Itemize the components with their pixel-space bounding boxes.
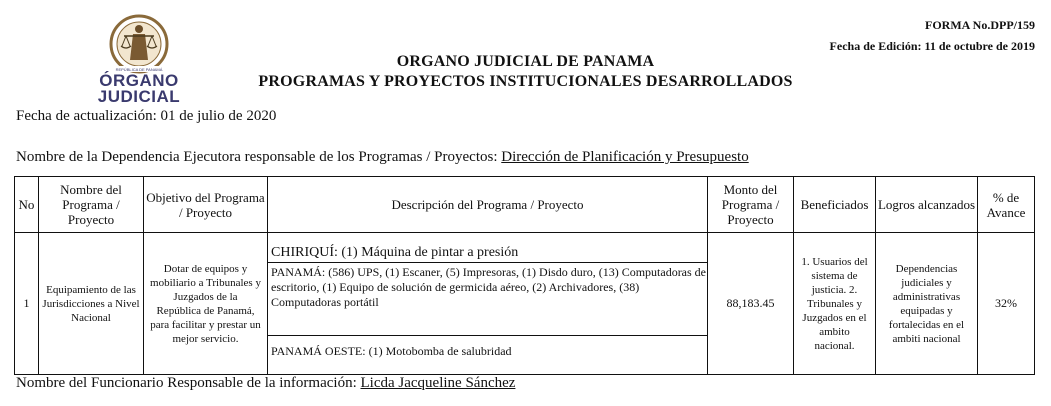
cell-descripcion <box>268 233 708 375</box>
header-logros: Logros alcanzados <box>876 177 978 233</box>
cell-avance: 32% <box>978 233 1035 375</box>
dependencia-value: Dirección de Planificación y Presupuesto <box>501 149 749 165</box>
cell-monto: 88,183.45 <box>708 233 794 375</box>
dependencia-line <box>16 149 749 166</box>
cell-objetivo: Dotar de equipos y mobiliario a Tribunales y Juzgados de la República de Panamá, para facilitar y prestar un mejor servicio. <box>144 233 268 375</box>
header-descripcion: Descripción del Programa / Proyecto <box>268 177 708 233</box>
dependencia-label: Nombre de la Dependencia Ejecutora responsable de los Programas / Proyectos: <box>16 149 502 165</box>
header-avance: % de Avance <box>978 177 1035 233</box>
descripcion-panama-oeste: PANAMÁ OESTE: (1) Motobomba de salubridad <box>271 344 512 358</box>
descripcion-chiriqui: CHIRIQUÍ: (1) Máquina de pintar a presión <box>268 233 707 263</box>
header-no: No <box>15 177 39 233</box>
programs-table <box>14 176 1035 375</box>
table-header-row <box>15 177 1035 233</box>
cell-logros: Dependencias judiciales y administrativas equipadas y fortalecidas en el ambiti nacional <box>876 233 978 375</box>
cell-beneficiados: 1. Usuarios del sistema de justicia. 2. Tribunales y Juzgados en el ambito nacional. <box>794 233 876 375</box>
logo-small-text: REPÚBLICA DE PANAMÁ <box>115 67 163 72</box>
header-monto: Monto del Programa / Proyecto <box>708 177 794 233</box>
cell-no: 1 <box>15 233 39 375</box>
cell-nombre: Equipamiento de las Jurisdicciones a Nivel Nacional <box>39 233 144 375</box>
fecha-actualizacion: Fecha de actualización: 01 de julio de 2020 <box>16 108 277 124</box>
document-subtitle: PROGRAMAS Y PROYECTOS INSTITUCIONALES DESARROLLADOS <box>258 73 793 90</box>
table-row <box>15 233 1035 375</box>
funcionario-label: Nombre del Funcionario Responsable de la información: <box>16 375 361 391</box>
header-objetivo: Objetivo del Programa / Proyecto <box>144 177 268 233</box>
logo-text-judicial: JUDICIAL <box>97 87 181 106</box>
descripcion-panama: PANAMÁ: (586) UPS, (1) Escaner, (5) Impresoras, (1) Disdo duro, (13) Computadoras de escritorio, (1) Equipo de solución de germicida aéreo, (2) Archivadores, (38) Computadoras portátil <box>268 263 707 336</box>
fecha-edicion: Fecha de Edición: 11 de octubre de 2019 <box>829 39 1035 53</box>
funcionario-line <box>16 375 515 392</box>
funcionario-value: Licda Jacqueline Sánchez <box>360 375 516 391</box>
forma-number: FORMA No.DPP/159 <box>925 18 1035 32</box>
logo-text-organo: ÓRGANO <box>99 71 179 90</box>
document-title: ORGANO JUDICIAL DE PANAMA <box>396 53 655 70</box>
header-nombre: Nombre del Programa / Proyecto <box>39 177 144 233</box>
header-beneficiados: Beneficiados <box>794 177 876 233</box>
